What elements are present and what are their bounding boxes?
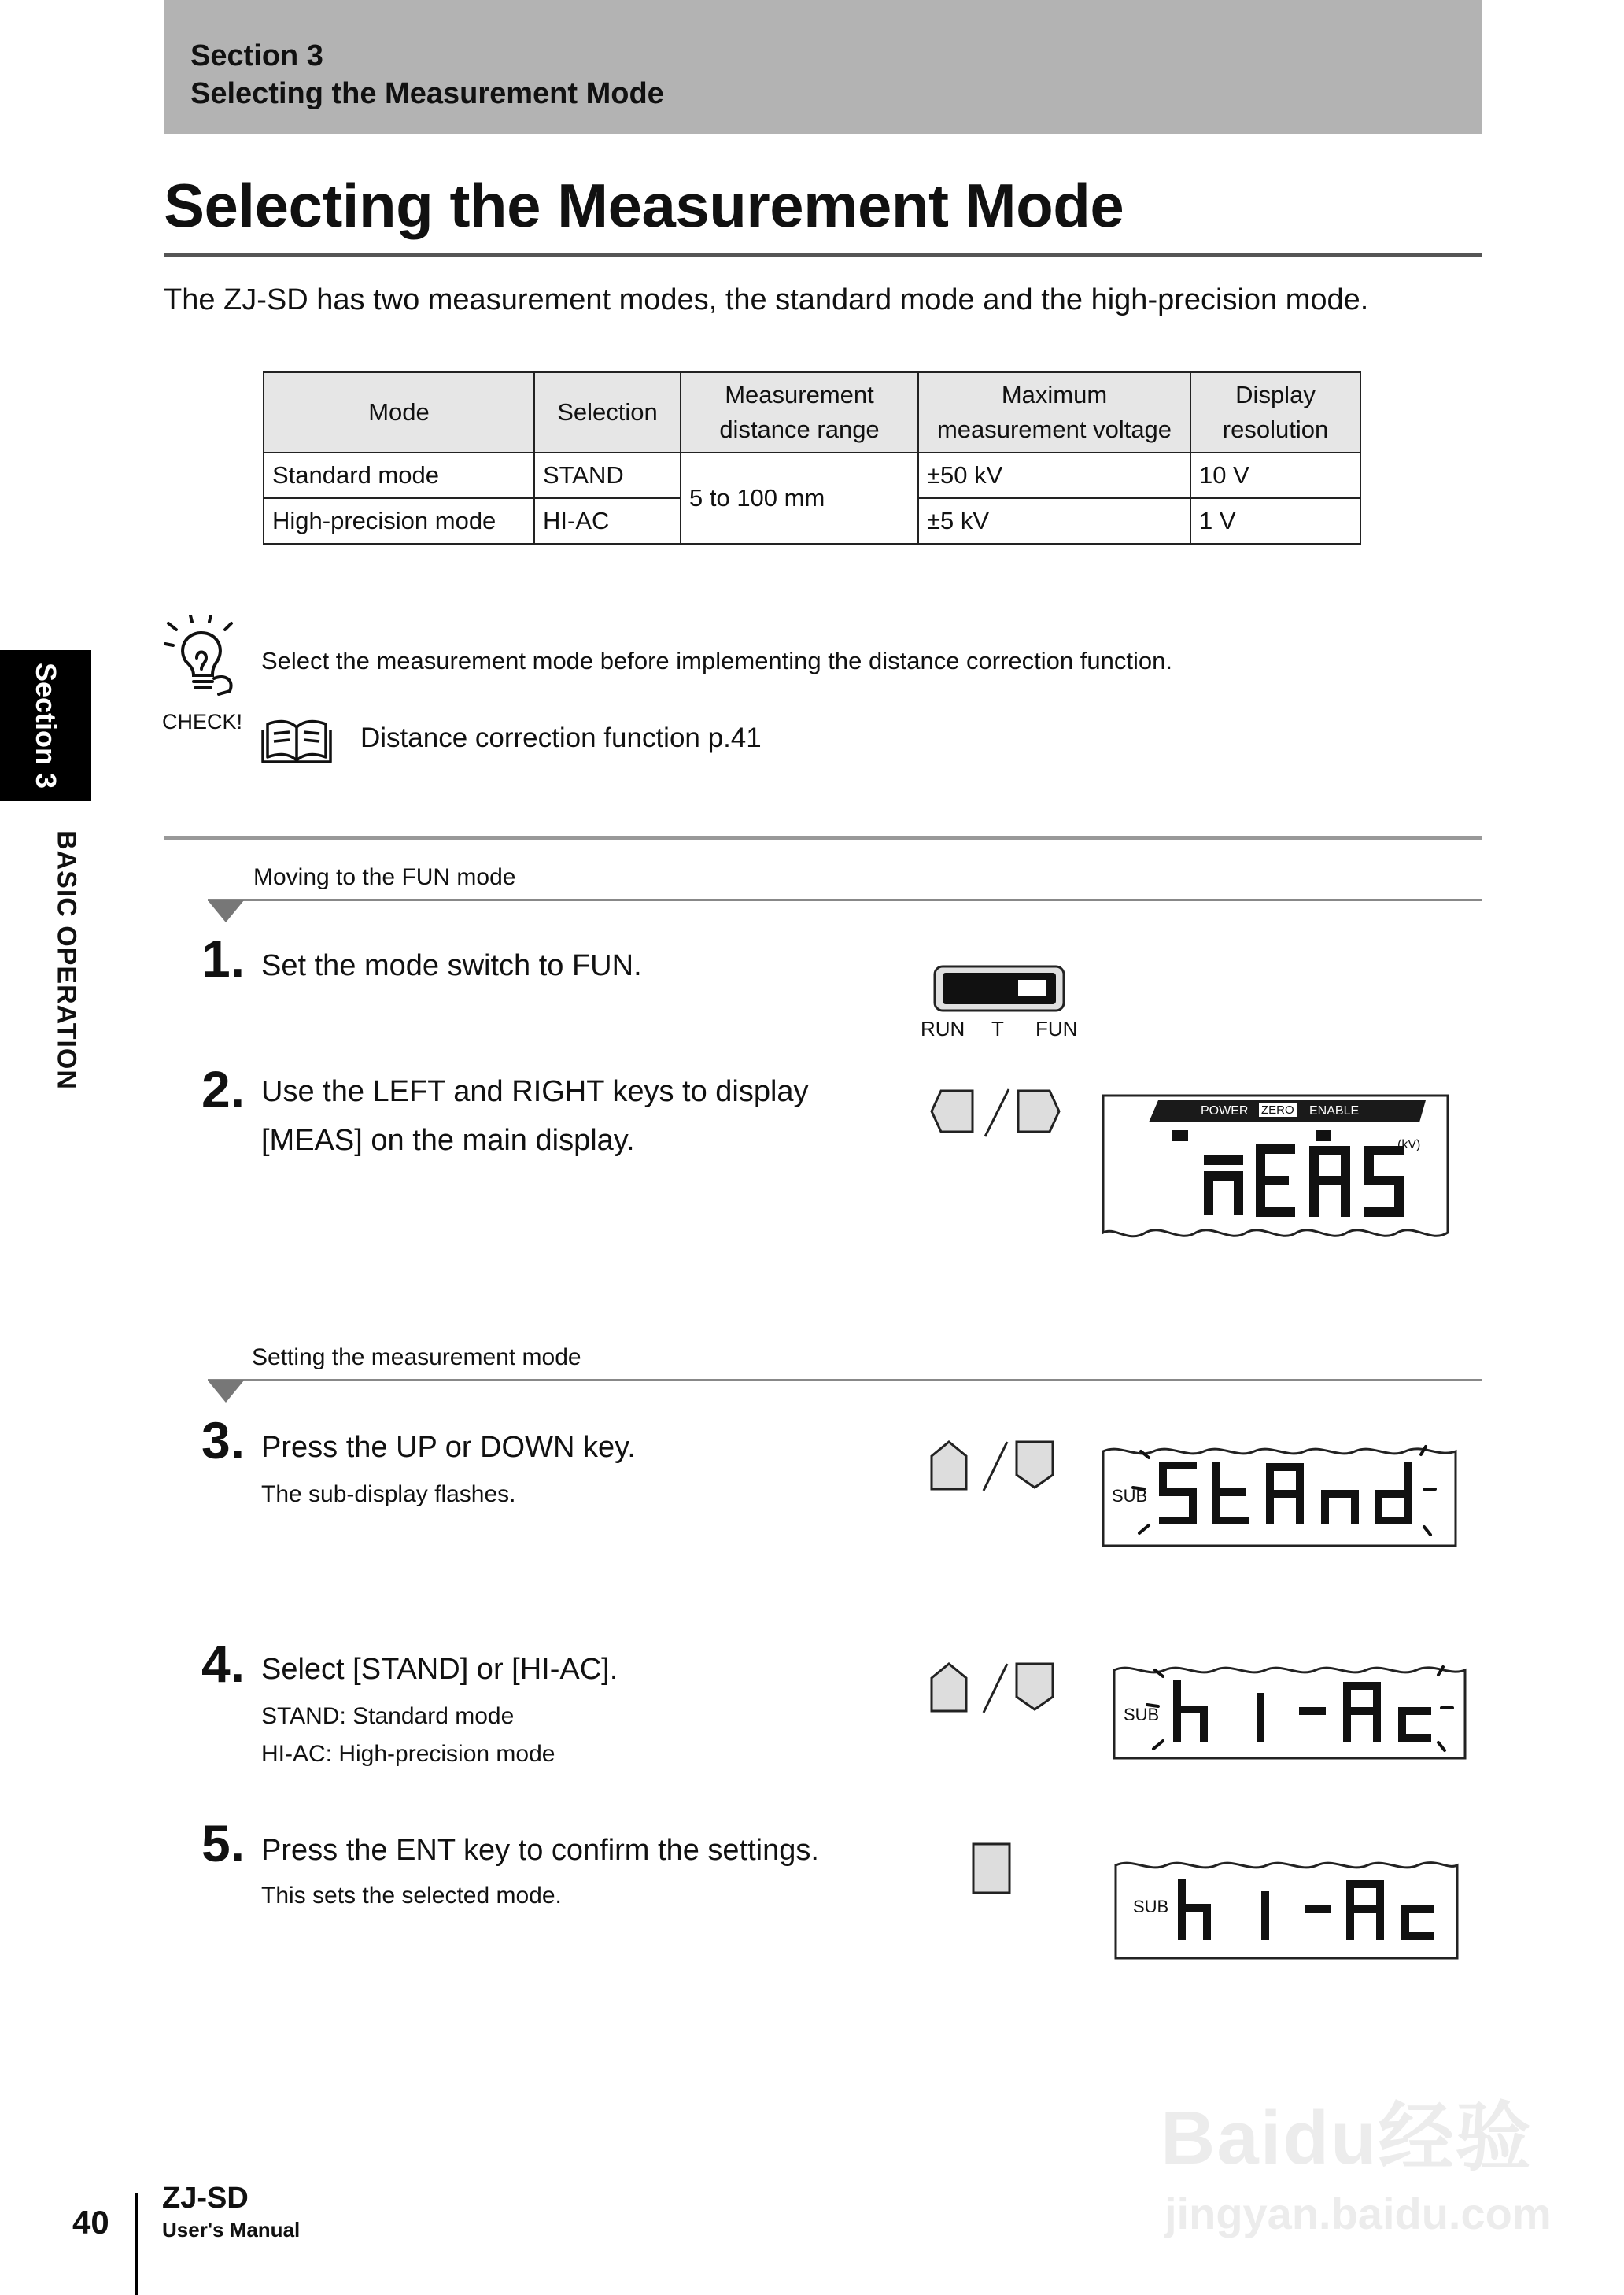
title-divider <box>164 253 1482 257</box>
step-note: This sets the selected mode. <box>261 1883 562 1909</box>
switch-label-fun: FUN <box>1035 1017 1078 1040</box>
up-key-icon <box>932 1442 966 1489</box>
indicator-zero: ZERO <box>1259 1103 1297 1117</box>
left-right-keys <box>922 1088 1069 1138</box>
check-label: CHECK! <box>162 710 243 734</box>
section-divider <box>164 836 1482 840</box>
sub-lcd-hiac-flashing <box>1111 1661 1470 1765</box>
footer-model: ZJ-SD <box>162 2182 249 2215</box>
up-down-keys <box>928 1661 1062 1716</box>
cell-range: 5 to 100 mm <box>681 453 918 544</box>
page-title: Selecting the Measurement Mode <box>164 171 1124 240</box>
right-key-icon <box>1018 1091 1059 1132</box>
sub-label: SUB <box>1112 1486 1148 1506</box>
procedure-rule <box>208 1379 1482 1381</box>
ent-key-icon[interactable] <box>971 1842 1012 1897</box>
step-number: 5. <box>201 1814 245 1872</box>
header-subtitle: Selecting the Measurement Mode <box>190 77 664 110</box>
step-note-line1: STAND: Standard mode <box>261 1703 515 1729</box>
step-text-line1: Use the LEFT and RIGHT keys to display <box>261 1075 809 1108</box>
cell-voltage: ±5 kV <box>918 498 1190 544</box>
header-resolution <box>1190 372 1360 453</box>
page-number: 40 <box>72 2204 109 2241</box>
triangle-marker-icon <box>208 900 244 924</box>
footer-divider <box>135 2193 138 2295</box>
unit-label: (kV) <box>1397 1138 1421 1151</box>
step-number: 4. <box>201 1635 245 1693</box>
cell-voltage: ±50 kV <box>918 453 1190 498</box>
watermark-url: jingyan.baidu.com <box>1164 2189 1552 2238</box>
cell-selection: STAND <box>534 453 681 498</box>
watermark-brand: Baidu经验 <box>1161 2096 1533 2180</box>
cell-mode: Standard mode <box>264 453 534 498</box>
cell-selection: HI-AC <box>534 498 681 544</box>
triangle-marker-icon <box>208 1380 244 1404</box>
up-down-keys <box>928 1439 1062 1494</box>
cell-resolution: 1 V <box>1190 498 1360 544</box>
intro-paragraph: The ZJ-SD has two measurement modes, the standard mode and the high-precision mode. <box>164 283 1369 316</box>
step-text: Select [STAND] or [HI-AC]. <box>261 1653 618 1686</box>
lightbulb-icon <box>162 615 249 710</box>
switch-label-t: T <box>991 1017 1004 1040</box>
cell-resolution: 10 V <box>1190 453 1360 498</box>
header-resolution-line2: resolution <box>1222 416 1329 443</box>
cell-mode: High-precision mode <box>264 498 534 544</box>
header-section-label: Section 3 <box>190 39 323 72</box>
procedure-rule <box>208 899 1482 901</box>
header-range-line2: distance range <box>719 416 880 443</box>
check-text: Select the measurement mode before implementing the distance correction function. <box>261 647 1172 674</box>
indicator-power: POWER <box>1201 1104 1249 1118</box>
header-mode: Mode <box>264 372 534 453</box>
procedure-heading-fun: Moving to the FUN mode <box>253 864 516 890</box>
header-range <box>681 372 918 453</box>
sub-label: SUB <box>1133 1897 1169 1916</box>
header-voltage-line1: Maximum <box>1001 381 1108 408</box>
book-icon <box>261 713 332 765</box>
table-header-row <box>264 372 1360 453</box>
sub-lcd-stand <box>1100 1442 1460 1552</box>
header-voltage <box>918 372 1190 453</box>
step-number: 1. <box>201 929 245 988</box>
measurement-mode-table <box>263 371 1361 545</box>
switch-label-run: RUN <box>921 1017 965 1040</box>
header-resolution-line1: Display <box>1235 381 1316 408</box>
header-range-line1: Measurement <box>725 381 874 408</box>
section-header-band <box>164 0 1482 134</box>
step-number: 3. <box>201 1411 245 1469</box>
header-selection: Selection <box>534 372 681 453</box>
up-key-icon <box>932 1664 966 1711</box>
step-number: 2. <box>201 1060 245 1118</box>
header-voltage-line2: measurement voltage <box>936 416 1172 443</box>
step-text: Press the UP or DOWN key. <box>261 1431 636 1464</box>
left-key-icon <box>932 1091 973 1132</box>
down-key-icon <box>1017 1664 1053 1709</box>
step-note-line2: HI-AC: High-precision mode <box>261 1741 555 1767</box>
step-text: Set the mode switch to FUN. <box>261 949 642 982</box>
side-tab-title: BASIC OPERATION <box>51 830 82 1090</box>
step-text-line2: [MEAS] on the main display. <box>261 1124 635 1157</box>
step-note: The sub-display flashes. <box>261 1481 516 1507</box>
mode-switch-icon[interactable] <box>933 965 1065 1014</box>
table-row <box>264 453 1360 498</box>
side-tab-section: Section 3 <box>30 662 62 789</box>
reference-link[interactable]: Distance correction function p.41 <box>360 722 762 753</box>
step-text: Press the ENT key to confirm the settings. <box>261 1834 819 1867</box>
procedure-heading-meas: Setting the measurement mode <box>252 1344 581 1370</box>
down-key-icon <box>1017 1442 1053 1488</box>
footer-manual: User's Manual <box>162 2218 301 2241</box>
sub-label: SUB <box>1124 1705 1160 1724</box>
indicator-enable: ENABLE <box>1309 1104 1360 1118</box>
